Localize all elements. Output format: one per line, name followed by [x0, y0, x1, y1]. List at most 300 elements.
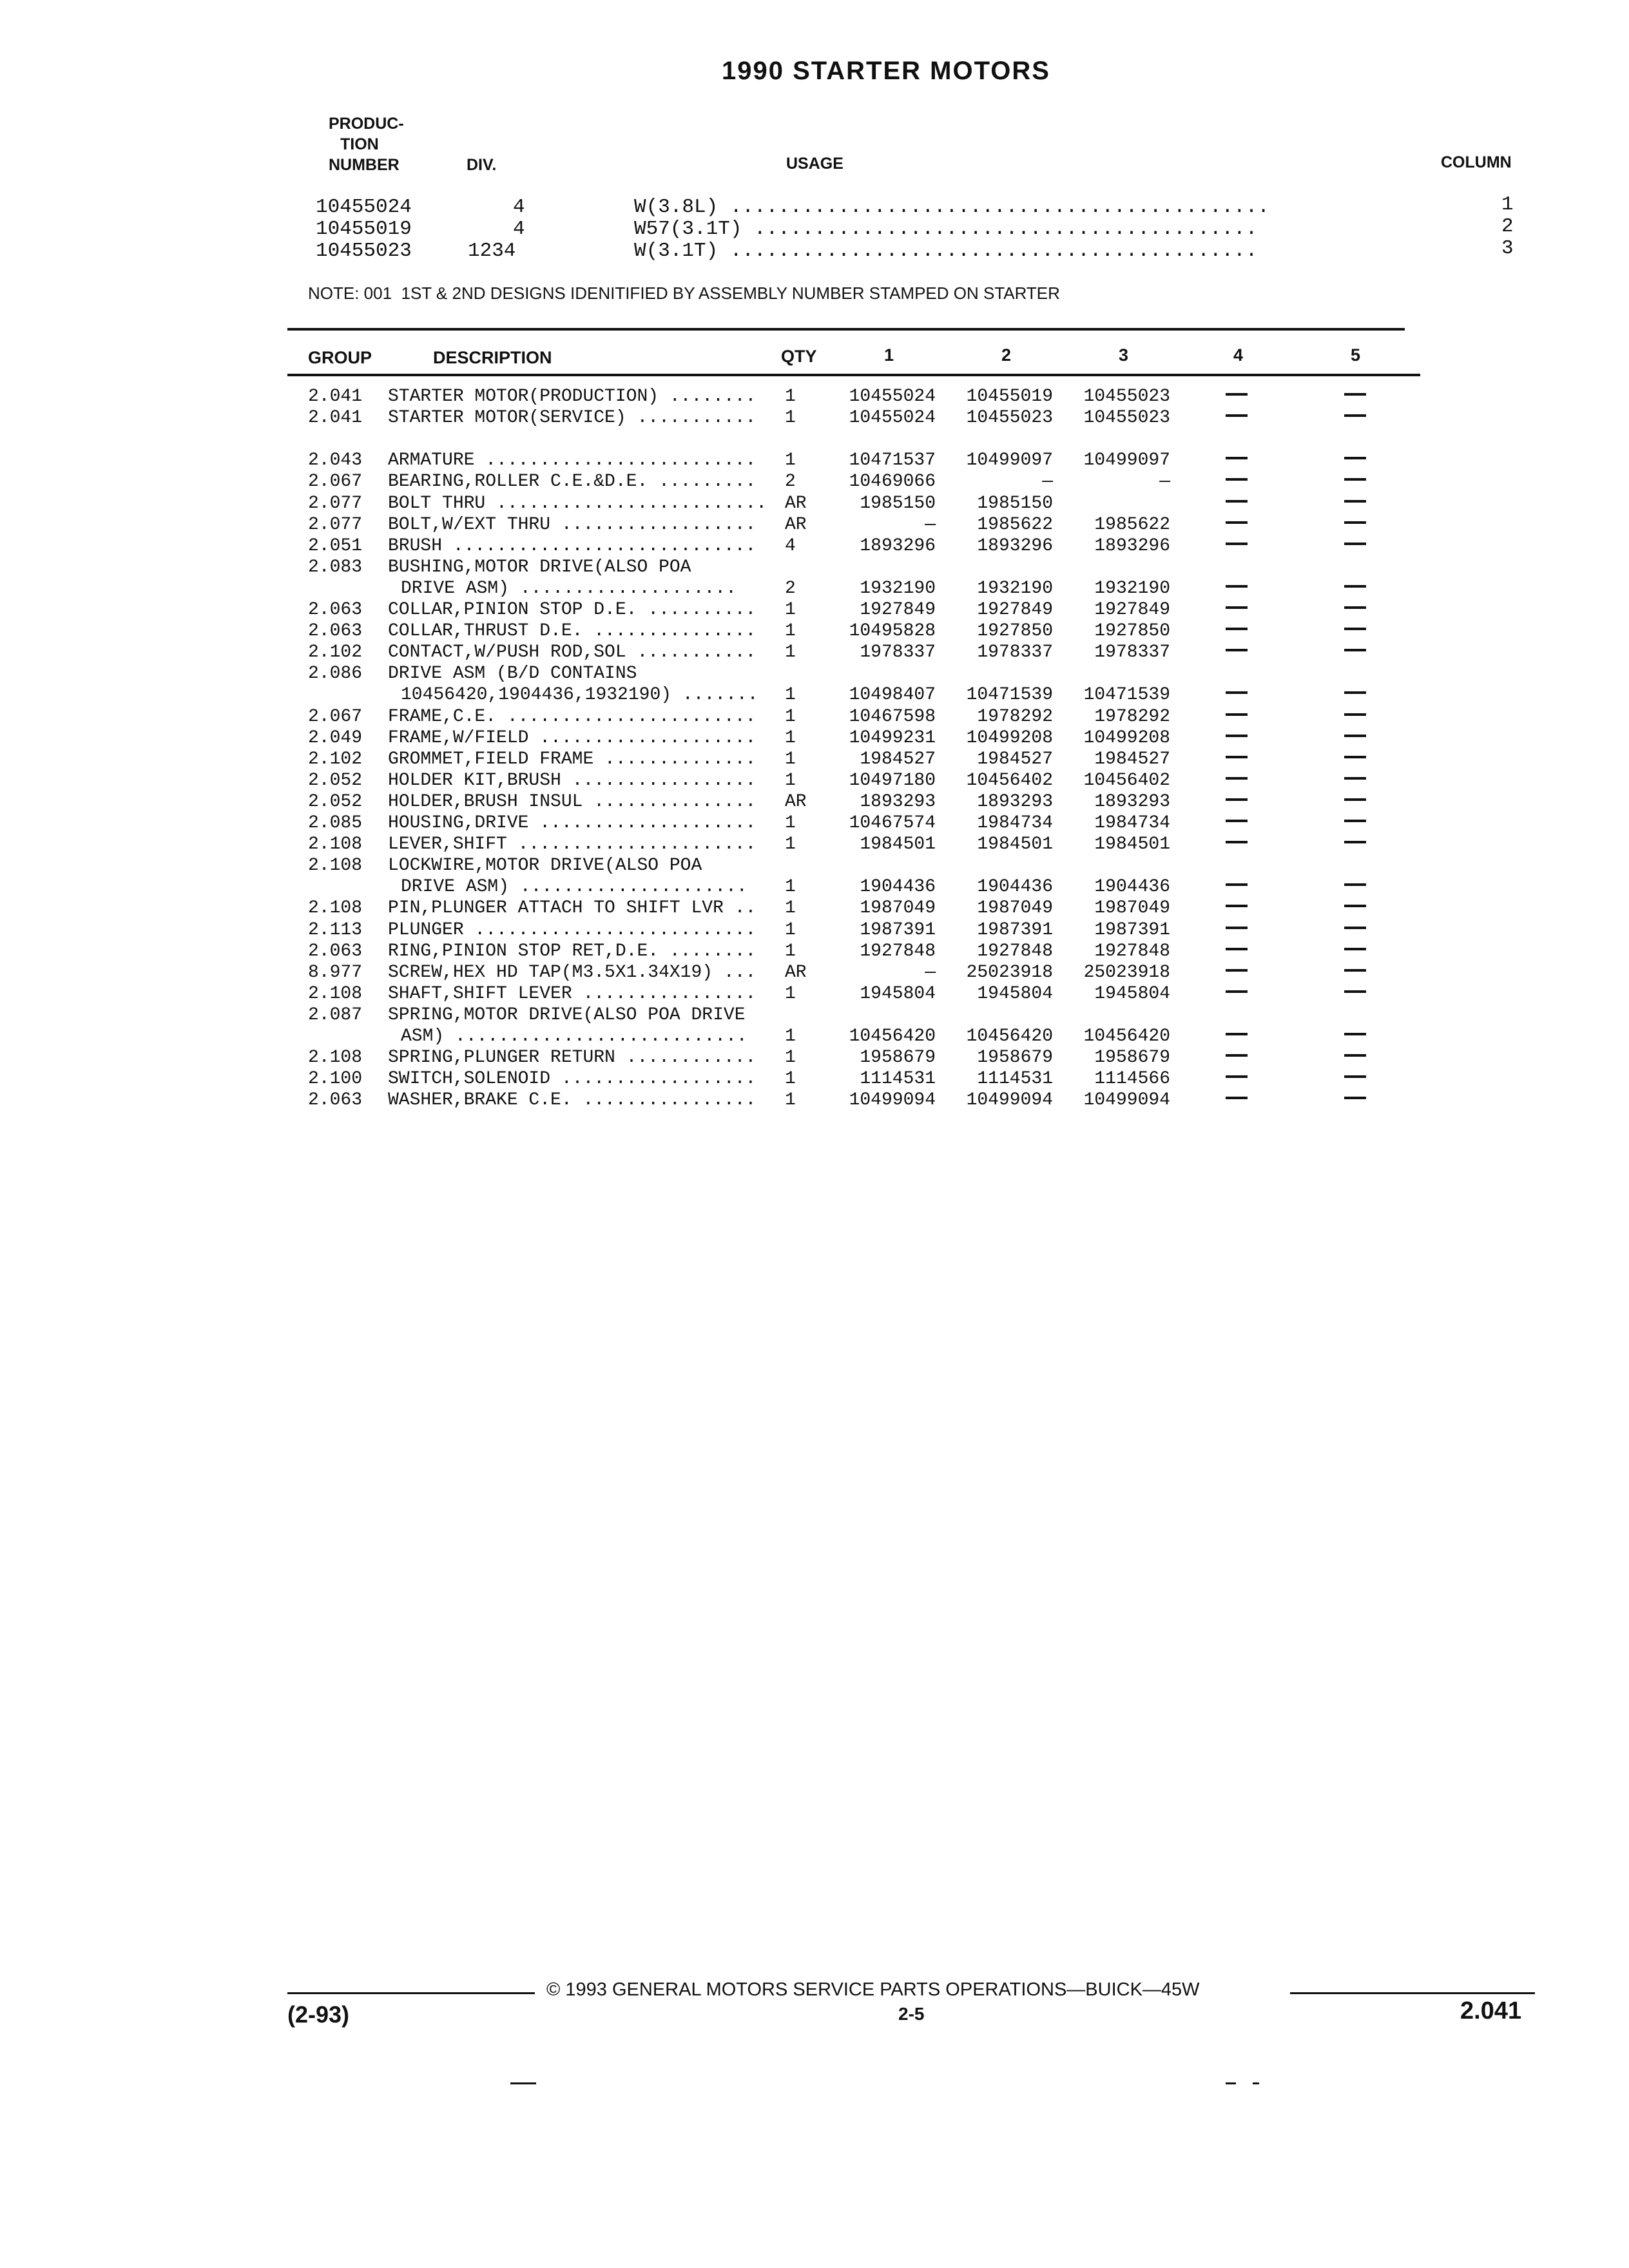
table-row [0, 963, 1629, 984]
part-number-col2-cell: 1945804 [977, 983, 1053, 1004]
not-applicable-dash-col4 [1226, 927, 1248, 929]
production-number-label-line3: NUMBER [329, 156, 400, 174]
group-cell: 2.108 [308, 856, 363, 876]
part-number-col1-cell: 1958679 [860, 1048, 936, 1068]
not-applicable-dash-col4 [1226, 1033, 1248, 1035]
footer-copyright: © 1993 GENERAL MOTORS SERVICE PARTS OPERATIONS—BUICK—45W [546, 1979, 1200, 2000]
not-applicable-dash-col5 [1344, 735, 1366, 737]
description-continuation-cell: DRIVE ASM) ..................... [401, 877, 747, 898]
not-applicable-dash-col4 [1226, 649, 1248, 651]
part-number-col3-cell: 1927850 [1094, 621, 1170, 642]
group-cell: 2.063 [308, 1090, 363, 1111]
description-continuation-cell: DRIVE ASM) .................... [401, 578, 737, 599]
footer-rule-right [1290, 1992, 1535, 1994]
part-number-col2-cell: 1927849 [977, 600, 1053, 620]
not-applicable-dash-col5 [1344, 500, 1366, 503]
group-cell: 2.077 [308, 493, 363, 514]
group-cell: 2.052 [308, 791, 363, 812]
qty-cell: 1 [785, 1026, 796, 1046]
qty-cell: 1 [785, 877, 796, 898]
group-cell: 8.977 [308, 962, 363, 983]
not-applicable-dash-col5 [1344, 628, 1366, 630]
table-row [0, 408, 1629, 429]
table-row [0, 984, 1629, 1005]
part-number-col3-cell: 10455023 [1083, 387, 1170, 407]
not-applicable-dash-col5 [1344, 649, 1366, 651]
part-number-col2-cell: 10471539 [966, 685, 1053, 706]
not-applicable-dash-col5 [1344, 777, 1366, 780]
not-applicable-dash-col4 [1226, 478, 1248, 481]
group-cell: 2.108 [308, 1048, 363, 1068]
description-cell: SPRING,MOTOR DRIVE(ALSO POA DRIVE [388, 1004, 746, 1025]
description-cell: COLLAR,PINION STOP D.E. .......... [388, 600, 757, 620]
not-applicable-dash-col4 [1226, 606, 1248, 609]
not-applicable-dash-col5 [1344, 521, 1366, 524]
part-number-col1-cell: 10497180 [849, 770, 936, 791]
not-applicable-dash-col4 [1226, 628, 1248, 630]
table-row [0, 536, 1629, 557]
part-number-col1-cell: 1893296 [860, 535, 936, 556]
description-cell: GROMMET,FIELD FRAME .............. [388, 749, 757, 769]
part-number-col1-cell: 10455024 [849, 408, 936, 428]
table-row [0, 472, 1629, 493]
part-number-col2-cell: 1984527 [977, 749, 1053, 769]
group-cell: 2.113 [308, 919, 363, 940]
part-number-col3-cell: 10499208 [1083, 727, 1170, 748]
part-number-col3-cell: 10499097 [1083, 450, 1170, 471]
table-row [0, 557, 1629, 579]
group-cell: 2.063 [308, 621, 363, 642]
not-applicable-dash-col5 [1344, 1033, 1366, 1035]
not-applicable-dash-col4 [1226, 713, 1248, 716]
qty-cell: 1 [785, 919, 796, 940]
group-cell: 2.108 [308, 898, 363, 919]
part-number-col2-cell: 10499208 [966, 727, 1053, 748]
not-applicable-dash-col5 [1344, 820, 1366, 822]
qty-cell: 1 [785, 387, 796, 407]
part-number-col3-cell: 1904436 [1094, 877, 1170, 898]
description-cell: SPRING,PLUNGER RETURN ............ [388, 1048, 757, 1068]
not-applicable-dash-col4 [1226, 500, 1248, 503]
group-cell: 2.108 [308, 834, 363, 855]
group-cell: 2.083 [308, 557, 363, 577]
part-number-col3-cell: 1927849 [1094, 600, 1170, 620]
table-row [0, 707, 1629, 728]
table-row [0, 877, 1629, 898]
part-number-col2-cell: 1985150 [977, 493, 1053, 514]
group-cell: 2.100 [308, 1069, 363, 1090]
table-top-rule [287, 328, 1405, 331]
part-number-col3-cell: 1984527 [1094, 749, 1170, 769]
part-number-col3-cell: 1978337 [1094, 642, 1170, 663]
table-row [0, 1026, 1629, 1048]
qty-cell: 1 [785, 749, 796, 769]
th-col3: 3 [1119, 345, 1129, 365]
production-number-label-line1: PRODUC- [329, 115, 404, 133]
part-number-col3-cell: 1984734 [1094, 813, 1170, 833]
part-number-col1-cell: 10456420 [849, 1026, 936, 1046]
not-applicable-dash-col4 [1226, 798, 1248, 801]
part-number-col3-cell: 10455023 [1083, 408, 1170, 428]
not-applicable-dash-col4 [1226, 457, 1248, 459]
group-cell: 2.043 [308, 450, 363, 471]
not-applicable-dash-col5 [1344, 478, 1366, 481]
part-number-col3-cell: — [1159, 472, 1170, 492]
usage-row-number: 10455023 [316, 240, 412, 262]
part-number-col1-cell: 1987391 [860, 919, 936, 940]
not-applicable-dash-col5 [1344, 905, 1366, 907]
part-number-col2-cell: 1987391 [977, 919, 1053, 940]
usage-row-column: 2 [1501, 215, 1514, 238]
description-cell: PLUNGER .......................... [388, 919, 757, 940]
description-cell: BRUSH ............................ [388, 535, 757, 556]
not-applicable-dash-col5 [1344, 691, 1366, 694]
part-number-col3-cell: 1987049 [1094, 898, 1170, 919]
th-description: DESCRIPTION [433, 348, 552, 367]
part-number-col3-cell: 1893296 [1094, 535, 1170, 556]
part-number-col2-cell: 1958679 [977, 1048, 1053, 1068]
description-cell: FRAME,W/FIELD .................... [388, 727, 757, 748]
qty-cell: 1 [785, 621, 796, 642]
group-cell: 2.063 [308, 600, 363, 620]
qty-cell: 1 [785, 706, 796, 727]
part-number-col3-cell: 1987391 [1094, 919, 1170, 940]
not-applicable-dash-col4 [1226, 777, 1248, 780]
part-number-col3-cell: 10471539 [1083, 685, 1170, 706]
th-group: GROUP [308, 348, 372, 367]
usage-row-usage: W(3.8L) ............................................. [634, 196, 1269, 218]
part-number-col1-cell: 1945804 [860, 983, 936, 1004]
description-cell: CONTACT,W/PUSH ROD,SOL ........... [388, 642, 757, 663]
part-number-col3-cell: 1985622 [1094, 514, 1170, 535]
group-cell: 2.063 [308, 941, 363, 961]
qty-cell: AR [785, 962, 807, 983]
group-cell: 2.067 [308, 706, 363, 727]
part-number-col1-cell: 1984527 [860, 749, 936, 769]
part-number-col2-cell: 1978292 [977, 706, 1053, 727]
part-number-col2-cell: 1984734 [977, 813, 1053, 833]
part-number-col1-cell: 10499094 [849, 1090, 936, 1111]
usage-row-column: 1 [1501, 193, 1514, 216]
table-row [0, 494, 1629, 515]
part-number-col2-cell: 1114531 [977, 1069, 1053, 1090]
table-row [0, 728, 1629, 749]
part-number-col2-cell: 10456402 [966, 770, 1053, 791]
part-number-col2-cell: 10499097 [966, 450, 1053, 471]
part-number-col3-cell: 1932190 [1094, 578, 1170, 599]
th-col2: 2 [1001, 345, 1012, 365]
table-row [0, 685, 1629, 706]
qty-cell: 1 [785, 408, 796, 428]
not-applicable-dash-col4 [1226, 905, 1248, 907]
part-number-col1-cell: 10495828 [849, 621, 936, 642]
part-number-col3-cell: 25023918 [1083, 962, 1170, 983]
description-cell: WASHER,BRAKE C.E. ................ [388, 1090, 757, 1111]
description-cell: FRAME,C.E. ....................... [388, 706, 757, 727]
part-number-col3-cell: 10456402 [1083, 770, 1170, 791]
description-continuation-cell: 10456420,1904436,1932190) ....... [401, 685, 758, 706]
table-row [0, 600, 1629, 621]
table-row [0, 941, 1629, 963]
part-number-col2-cell: 1978337 [977, 642, 1053, 663]
qty-cell: 4 [785, 535, 796, 556]
description-cell: BEARING,ROLLER C.E.&D.E. ......... [388, 472, 757, 492]
part-number-col1-cell: 1987049 [860, 898, 936, 919]
part-number-col3-cell: 1958679 [1094, 1048, 1170, 1068]
description-cell: SCREW,HEX HD TAP(M3.5X1.34X19) ... [388, 962, 757, 983]
description-cell: SHAFT,SHIFT LEVER ................ [388, 983, 757, 1004]
qty-cell: 1 [785, 642, 796, 663]
not-applicable-dash-col5 [1344, 414, 1366, 417]
not-applicable-dash-col5 [1344, 948, 1366, 950]
part-number-col1-cell: 10469066 [849, 472, 936, 492]
part-number-col1-cell: 1927849 [860, 600, 936, 620]
not-applicable-dash-col4 [1226, 820, 1248, 822]
part-number-col1-cell: — [925, 962, 936, 983]
part-number-col1-cell: 1893293 [860, 791, 936, 812]
table-spacer-row [0, 429, 1629, 450]
usage-row-div: 4 [513, 218, 525, 240]
part-number-col3-cell: 1984501 [1094, 834, 1170, 855]
description-continuation-cell: ASM) ........................... [401, 1026, 747, 1046]
part-number-col1-cell: 10467598 [849, 706, 936, 727]
part-number-col1-cell: 10455024 [849, 387, 936, 407]
qty-cell: 1 [785, 941, 796, 961]
table-row [0, 749, 1629, 771]
part-number-col1-cell: 10467574 [849, 813, 936, 833]
group-cell: 2.085 [308, 813, 363, 833]
not-applicable-dash-col4 [1226, 1097, 1248, 1099]
qty-cell: 2 [785, 578, 796, 599]
not-applicable-dash-col5 [1344, 457, 1366, 459]
part-number-col1-cell: 1932190 [860, 578, 936, 599]
group-cell: 2.102 [308, 749, 363, 769]
not-applicable-dash-col5 [1344, 883, 1366, 886]
table-header-rule [287, 374, 1420, 376]
description-cell: DRIVE ASM (B/D CONTAINS [388, 664, 637, 684]
table-row [0, 792, 1629, 813]
part-number-col3-cell: 10456420 [1083, 1026, 1170, 1046]
description-cell: HOLDER KIT,BRUSH ................. [388, 770, 757, 791]
part-number-col3-cell: 1893293 [1094, 791, 1170, 812]
th-col1: 1 [884, 345, 894, 365]
description-cell: BOLT,W/EXT THRU .................. [388, 514, 757, 535]
not-applicable-dash-col5 [1344, 841, 1366, 843]
description-cell: BOLT THRU ......................... [388, 493, 767, 514]
scan-mark [510, 2082, 536, 2084]
footer-rule-left [287, 1992, 535, 1994]
part-number-col1-cell: 1984501 [860, 834, 936, 855]
footer-section-number: 2.041 [1460, 1997, 1522, 2024]
note: NOTE: 001 1ST & 2ND DESIGNS IDENITIFIED BY ASSEMBLY NUMBER STAMPED ON STARTER [308, 284, 1060, 303]
not-applicable-dash-col5 [1344, 927, 1366, 929]
table-row [0, 515, 1629, 536]
usage-row-number: 10455024 [316, 196, 412, 218]
not-applicable-dash-col4 [1226, 393, 1248, 396]
part-number-col2-cell: 1893296 [977, 535, 1053, 556]
table-row [0, 813, 1629, 834]
qty-cell: AR [785, 514, 807, 535]
part-number-col1-cell: 10471537 [849, 450, 936, 471]
group-cell: 2.052 [308, 770, 363, 791]
qty-cell: 1 [785, 600, 796, 620]
production-number-label-line2: TION [340, 135, 379, 153]
table-row [0, 898, 1629, 919]
not-applicable-dash-col5 [1344, 543, 1366, 545]
group-cell: 2.077 [308, 514, 363, 535]
group-cell: 2.102 [308, 642, 363, 663]
part-number-col2-cell: 1987049 [977, 898, 1053, 919]
qty-cell: 1 [785, 770, 796, 791]
description-cell: HOUSING,DRIVE .................... [388, 813, 757, 833]
not-applicable-dash-col4 [1226, 990, 1248, 993]
footer-date-code: (2-93) [287, 2001, 350, 2028]
part-number-col1-cell: 1978337 [860, 642, 936, 663]
part-number-col2-cell: 1932190 [977, 578, 1053, 599]
part-number-col3-cell: 1945804 [1094, 983, 1170, 1004]
part-number-col2-cell: 1927848 [977, 941, 1053, 961]
part-number-col3-cell: 1114566 [1094, 1069, 1170, 1090]
table-row [0, 579, 1629, 600]
group-cell: 2.051 [308, 535, 363, 556]
description-cell: BUSHING,MOTOR DRIVE(ALSO POA [388, 557, 691, 577]
group-cell: 2.041 [308, 408, 363, 428]
part-number-col2-cell: 10455023 [966, 408, 1053, 428]
part-number-col3-cell: 1927848 [1094, 941, 1170, 961]
not-applicable-dash-col4 [1226, 585, 1248, 588]
table-row [0, 621, 1629, 642]
part-number-col3-cell: 1978292 [1094, 706, 1170, 727]
th-col4: 4 [1233, 345, 1244, 365]
part-number-col2-cell: 1904436 [977, 877, 1053, 898]
description-cell: SWITCH,SOLENOID .................. [388, 1069, 757, 1090]
part-number-col1-cell: — [925, 514, 936, 535]
part-number-col1-cell: 1985150 [860, 493, 936, 514]
not-applicable-dash-col4 [1226, 414, 1248, 417]
not-applicable-dash-col5 [1344, 393, 1366, 396]
th-col5: 5 [1351, 345, 1361, 365]
table-row [0, 664, 1629, 685]
qty-cell: AR [785, 791, 807, 812]
not-applicable-dash-col4 [1226, 521, 1248, 524]
not-applicable-dash-col5 [1344, 1097, 1366, 1099]
part-number-col1-cell: 1904436 [860, 877, 936, 898]
usage-label: USAGE [786, 155, 843, 173]
not-applicable-dash-col5 [1344, 585, 1366, 588]
div-label: DIV. [467, 156, 497, 174]
description-cell: PIN,PLUNGER ATTACH TO SHIFT LVR .. [388, 898, 757, 919]
not-applicable-dash-col4 [1226, 948, 1248, 950]
th-qty: QTY [781, 347, 817, 366]
group-cell: 2.086 [308, 664, 363, 684]
qty-cell: AR [785, 493, 807, 514]
table-row [0, 387, 1629, 408]
column-label: COLUMN [1441, 153, 1512, 171]
table-row [0, 1090, 1629, 1111]
qty-cell: 1 [785, 685, 796, 706]
group-cell: 2.049 [308, 727, 363, 748]
qty-cell: 1 [785, 1069, 796, 1090]
part-number-col2-cell: 25023918 [966, 962, 1053, 983]
not-applicable-dash-col5 [1344, 1054, 1366, 1057]
qty-cell: 1 [785, 450, 796, 471]
table-row [0, 1069, 1629, 1090]
part-number-col2-cell: 10456420 [966, 1026, 1053, 1046]
qty-cell: 2 [785, 472, 796, 492]
scan-mark [1226, 2082, 1236, 2084]
scan-mark [1253, 2082, 1259, 2084]
part-number-col2-cell: 1893293 [977, 791, 1053, 812]
part-number-col2-cell: 10455019 [966, 387, 1053, 407]
description-cell: COLLAR,THRUST D.E. ............... [388, 621, 757, 642]
part-number-col2-cell: 10499094 [966, 1090, 1053, 1111]
usage-row-usage: W57(3.1T) .......................................... [634, 218, 1258, 240]
not-applicable-dash-col4 [1226, 691, 1248, 694]
group-cell: 2.087 [308, 1004, 363, 1025]
usage-row-usage: W(3.1T) ............................................ [634, 240, 1258, 262]
qty-cell: 1 [785, 1090, 796, 1111]
usage-row-number: 10455019 [316, 218, 412, 240]
description-cell: HOLDER,BRUSH INSUL ............... [388, 791, 757, 812]
description-cell: STARTER MOTOR(PRODUCTION) ........ [388, 387, 757, 407]
description-cell: ARMATURE ......................... [388, 450, 757, 471]
table-row [0, 1005, 1629, 1026]
part-number-col1-cell: 10498407 [849, 685, 936, 706]
table-row [0, 1048, 1629, 1069]
qty-cell: 1 [785, 727, 796, 748]
not-applicable-dash-col4 [1226, 735, 1248, 737]
usage-row-div: 1234 [468, 240, 516, 262]
table-row [0, 450, 1629, 472]
part-number-col1-cell: 1114531 [860, 1069, 936, 1090]
not-applicable-dash-col4 [1226, 883, 1248, 886]
table-row [0, 834, 1629, 856]
not-applicable-dash-col4 [1226, 543, 1248, 545]
usage-row-div: 4 [513, 196, 525, 218]
qty-cell: 1 [785, 813, 796, 833]
not-applicable-dash-col5 [1344, 969, 1366, 972]
part-number-col2-cell: 1985622 [977, 514, 1053, 535]
page-title: 1990 STARTER MOTORS [722, 57, 1050, 85]
not-applicable-dash-col5 [1344, 1075, 1366, 1078]
description-cell: LEVER,SHIFT ...................... [388, 834, 757, 855]
part-number-col2-cell: 1927850 [977, 621, 1053, 642]
qty-cell: 1 [785, 983, 796, 1004]
table-row [0, 920, 1629, 941]
part-number-col2-cell: — [1042, 472, 1053, 492]
group-cell: 2.067 [308, 472, 363, 492]
not-applicable-dash-col5 [1344, 713, 1366, 716]
not-applicable-dash-col5 [1344, 606, 1366, 609]
group-cell: 2.041 [308, 387, 363, 407]
not-applicable-dash-col4 [1226, 969, 1248, 972]
not-applicable-dash-col4 [1226, 841, 1248, 843]
usage-row-column: 3 [1501, 237, 1514, 260]
not-applicable-dash-col4 [1226, 1075, 1248, 1078]
part-number-col2-cell: 1984501 [977, 834, 1053, 855]
not-applicable-dash-col4 [1226, 1054, 1248, 1057]
group-cell: 2.108 [308, 983, 363, 1004]
description-cell: RING,PINION STOP RET,D.E. ........ [388, 941, 757, 961]
not-applicable-dash-col5 [1344, 756, 1366, 758]
part-number-col1-cell: 1927848 [860, 941, 936, 961]
footer-page-number: 2-5 [898, 2004, 925, 2024]
qty-cell: 1 [785, 834, 796, 855]
qty-cell: 1 [785, 1048, 796, 1068]
not-applicable-dash-col5 [1344, 990, 1366, 993]
qty-cell: 1 [785, 898, 796, 919]
not-applicable-dash-col5 [1344, 798, 1366, 801]
